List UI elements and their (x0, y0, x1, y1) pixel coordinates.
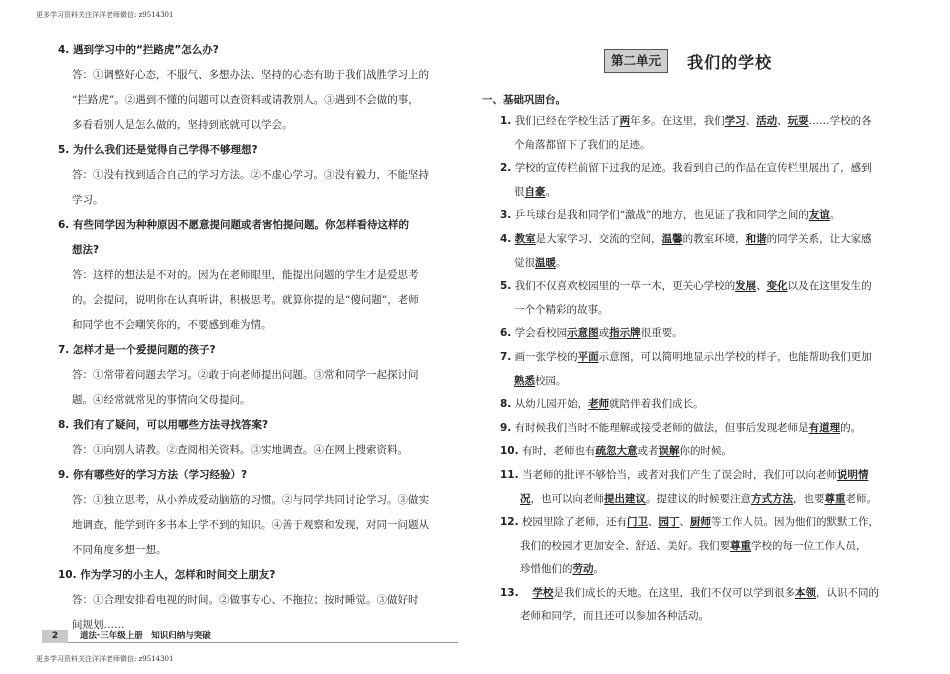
footer-book-title: 道法·三年级上册 知识归纳与突破 (80, 631, 211, 641)
item-text: 很重要。 (640, 327, 683, 340)
item-text: 个角落都留下了我们的足迹。 (514, 138, 651, 151)
list-item (500, 417, 910, 441)
item-text: 、 (647, 516, 659, 529)
unit-name: 我们的学校 (687, 52, 773, 72)
item-text: 、 (777, 115, 788, 127)
item-text: 或 (598, 327, 610, 340)
item-text: 校园里除了老师，还有 (521, 516, 627, 529)
item-number: 1. (500, 115, 512, 127)
unit-label: 第二单元 (604, 49, 668, 73)
item-text: 一个个精彩的故事。 (514, 303, 609, 316)
answer-blank: 学习 (724, 115, 746, 127)
item-text: 年多。在这里，我们 (630, 115, 725, 127)
question: 6. 有些同学因为种种原因不愿意提问题或者害怕提问题。你怎样看待这样的 (58, 219, 409, 231)
item-text: 、 (756, 280, 767, 293)
question: 5. 为什么我们还是觉得自己学得不够理想? (58, 144, 258, 156)
answer-blank: 熟悉 (514, 374, 535, 387)
answer-blank: 况 (520, 492, 531, 505)
answer-blank: 本领 (794, 586, 816, 599)
answer-line: 学习。 (72, 194, 104, 206)
page-number: 2 (42, 630, 68, 643)
item-number: 6. (500, 327, 512, 340)
answer-blank: 劳动 (572, 563, 594, 576)
header-note: 更多学习资料关注洋洋老师微信: z9514301 (36, 11, 174, 19)
answer-blank: 提出建议 (604, 492, 646, 505)
list-item (500, 511, 910, 535)
answer-blank: 尊重 (730, 539, 751, 552)
item-text: ，认识不同的 (815, 586, 879, 599)
answer-line: 间规划…… (72, 619, 125, 631)
left-column (58, 38, 458, 638)
item-text: 画一张学校的 (514, 350, 578, 363)
list-item (500, 110, 910, 134)
answer-blank: 园丁 (658, 516, 680, 529)
item-text: 是大家学习、交流的空间， (535, 232, 662, 245)
answer-blank: 发展 (735, 280, 757, 293)
answer-blank: 和谐 (745, 232, 767, 245)
answer-blank: 指示牌 (609, 327, 641, 340)
item-text: 就陪伴着我们成长。 (609, 398, 704, 411)
answer-line: 的。会提问，说明你在认真听讲，积极思考。就算你提的是“傻问题”，老师 (72, 294, 419, 306)
answer-blank: 温馨 (661, 232, 683, 245)
item-text: ，也可以向老师 (530, 492, 604, 505)
answer-blank: 有道理 (808, 421, 841, 434)
answer-blank: 温暖 (535, 256, 556, 269)
question: 7. 怎样才是一个爱提问题的孩子? (58, 344, 216, 356)
answer-line: 答：这样的想法是不对的。因为在老师眼里，能提出问题的学生才是爱思考 (72, 269, 419, 281)
item-text: 学校的宣传栏前留下过我的足迹。我看到自己的作品在宣传栏里展出了，感到 (514, 162, 872, 175)
item-text: 以及在这里发生的 (787, 280, 872, 293)
item-text: 。 (593, 563, 604, 576)
list-item-continued (500, 488, 910, 512)
answer-blank: 教室 (514, 232, 536, 245)
answer-blank: 老师 (588, 398, 610, 411)
question-continued: 想法? (72, 244, 100, 256)
list-item (500, 228, 910, 252)
answer-line: 和同学也不会嘲笑你的，不要感到难为情。 (72, 319, 272, 331)
answer-blank: 自豪 (524, 185, 546, 198)
list-item-continued (500, 181, 910, 205)
item-text: 。提建议的时候要注意 (646, 492, 751, 505)
item-text: 。 (829, 209, 841, 222)
item-text: 是我们成长的天地。在这里，我们不仅可以学到很多 (553, 586, 795, 599)
item-number: 10. (500, 445, 519, 458)
answer-line: 答：①没有找到适合自己的学习方法。②不虚心学习。③没有毅力，不能坚持 (72, 169, 429, 181)
list-item (500, 157, 910, 181)
item-text: 你的时候。 (679, 445, 732, 458)
item-text: 。 (556, 256, 567, 269)
item-text: 有时，老师也有 (521, 445, 596, 458)
item-text: 。 (545, 185, 556, 198)
question: 8. 我们有了疑问，可以用哪些方法寻找答案? (58, 419, 269, 431)
question: 10. 作为学习的小主人，怎样和时间交上朋友? (58, 569, 276, 581)
list-item-continued (500, 370, 910, 394)
list-item-continued (500, 605, 910, 629)
item-number: 13. (500, 586, 519, 599)
answer-line: 地调查，能学到许多书本上学不到的知识。④善于观察和发现，对同一问题从 (72, 519, 429, 531)
answer-blank: 两 (619, 115, 631, 127)
answer-blank: 厨师 (689, 516, 711, 529)
list-item-continued (500, 558, 910, 582)
list-item (500, 204, 910, 228)
item-number: 3. (500, 209, 512, 222)
item-number: 9. (500, 421, 512, 434)
item-number: 5. (500, 280, 512, 293)
item-text: 或者 (637, 445, 659, 458)
answer-line: “拦路虎”。②遇到不懂的问题可以查资料或请教别人。③遇到不会做的事， (72, 94, 419, 106)
section-heading: 一、基础巩固台。 (482, 94, 566, 106)
item-text: 觉很 (514, 256, 535, 269)
item-text: 老师。 (845, 492, 877, 505)
item-text: 示意图，可以简明地显示出学校的样子，也能帮助我们更加 (598, 350, 872, 363)
item-text: 、 (679, 516, 690, 529)
answer-blank: 示意图 (567, 327, 599, 340)
answer-blank: 误解 (658, 445, 680, 458)
answer-line: 题。④经常就常见的事情向父母提问。 (72, 394, 251, 406)
answer-blank: 说明情 (836, 468, 869, 481)
item-text: 从幼儿园开始， (514, 398, 589, 411)
answer-blank: 变化 (766, 280, 788, 293)
item-text: 珍惜他们的 (520, 563, 573, 576)
item-text: ……学校的各 (808, 115, 872, 127)
list-item (500, 440, 910, 464)
answer-line: 答：①常带着问题去学习。②敢于向老师提出问题。③常和同学一起探讨问 (72, 369, 419, 381)
item-number: 4. (500, 232, 512, 245)
answer-blank: 友谊 (808, 209, 830, 222)
list-item (500, 582, 910, 606)
item-text: 的。 (840, 421, 862, 434)
answer-line: 不同角度多想一想。 (72, 544, 167, 556)
question: 9. 你有哪些好的学习方法（学习经验）? (58, 469, 248, 481)
answer-blank: 门卫 (626, 516, 648, 529)
answer-line: 答：①向别人请教。②查阅相关资料。③实地调查。④在网上搜索资料。 (72, 444, 408, 456)
item-text: 我们的校园才更加安全、舒适、美好。我们要 (520, 539, 730, 552)
answer-line: 答：①独立思考，从小养成爱动脑筋的习惯。②与同学共同讨论学习。③做实 (72, 494, 429, 506)
item-number: 8. (500, 398, 512, 411)
list-item (500, 464, 910, 488)
item-text: 学校的每一位工作人员， (751, 539, 867, 552)
page-footer (42, 630, 458, 644)
answer-blank: 尊重 (824, 492, 846, 505)
item-text: 我们已经在学校生活了 (514, 115, 620, 127)
item-text: 、 (745, 115, 757, 127)
answer-line: 答：①合理安排看电视的时间。②做事专心、不拖拉；按时睡觉。③做好时 (72, 594, 419, 606)
answer-blank: 学校 (532, 586, 554, 599)
item-text: 等工作人员。因为他们的默默工作， (710, 516, 879, 529)
item-text: 老师和同学，而且还可以参加各种活动。 (520, 610, 709, 623)
list-item-continued (500, 535, 910, 559)
item-text: 当老师的批评不够恰当，或者对我们产生了误会时，我们可以向老师 (521, 468, 837, 481)
answer-blank: 活动 (756, 115, 778, 127)
footer-note: 更多学习资料关注洋洋老师微信: z9514301 (36, 655, 174, 663)
answer-line: 答：①调整好心态，不服气、多想办法、坚持的心态有助于我们战胜学习上的 (72, 69, 429, 81)
list-item-continued (500, 252, 910, 276)
right-list (500, 110, 910, 629)
item-text: 的同学关系，让大家感 (766, 232, 872, 245)
item-number: 12. (500, 516, 519, 529)
item-text: 有时候我们当时不能理解或接受老师的做法，但事后发现老师是 (514, 421, 809, 434)
list-item (500, 322, 910, 346)
unit-title (604, 49, 772, 73)
item-text: ，也要 (793, 492, 825, 505)
question: 4. 遇到学习中的“拦路虎”怎么办? (58, 44, 219, 56)
item-text: 学会看校园 (514, 327, 568, 340)
list-item (500, 346, 910, 370)
item-number: 2. (500, 162, 512, 175)
answer-blank: 方式方法 (751, 492, 793, 505)
list-item-continued (500, 299, 910, 323)
list-item (500, 393, 910, 417)
list-item (500, 275, 910, 299)
answer-blank: 疏忽大意 (595, 445, 638, 458)
item-number: 11. (500, 468, 519, 481)
list-item-continued (500, 134, 910, 158)
answer-line: 多看看别人是怎么做的，坚持到底就可以学会。 (72, 119, 293, 131)
answer-blank: 玩耍 (787, 115, 809, 127)
item-text: 我们不仅喜欢校园里的一草一木，更关心学校的 (514, 280, 736, 293)
item-text: 很 (514, 185, 525, 198)
item-text: 的教室环境， (682, 232, 746, 245)
answer-blank: 平面 (577, 350, 599, 363)
item-number: 7. (500, 350, 512, 363)
item-text (522, 587, 533, 599)
item-text: 校园。 (535, 374, 567, 387)
item-text: 乒乓球台是我和同学们“激战”的地方，也见证了我和同学之间的 (514, 209, 809, 222)
